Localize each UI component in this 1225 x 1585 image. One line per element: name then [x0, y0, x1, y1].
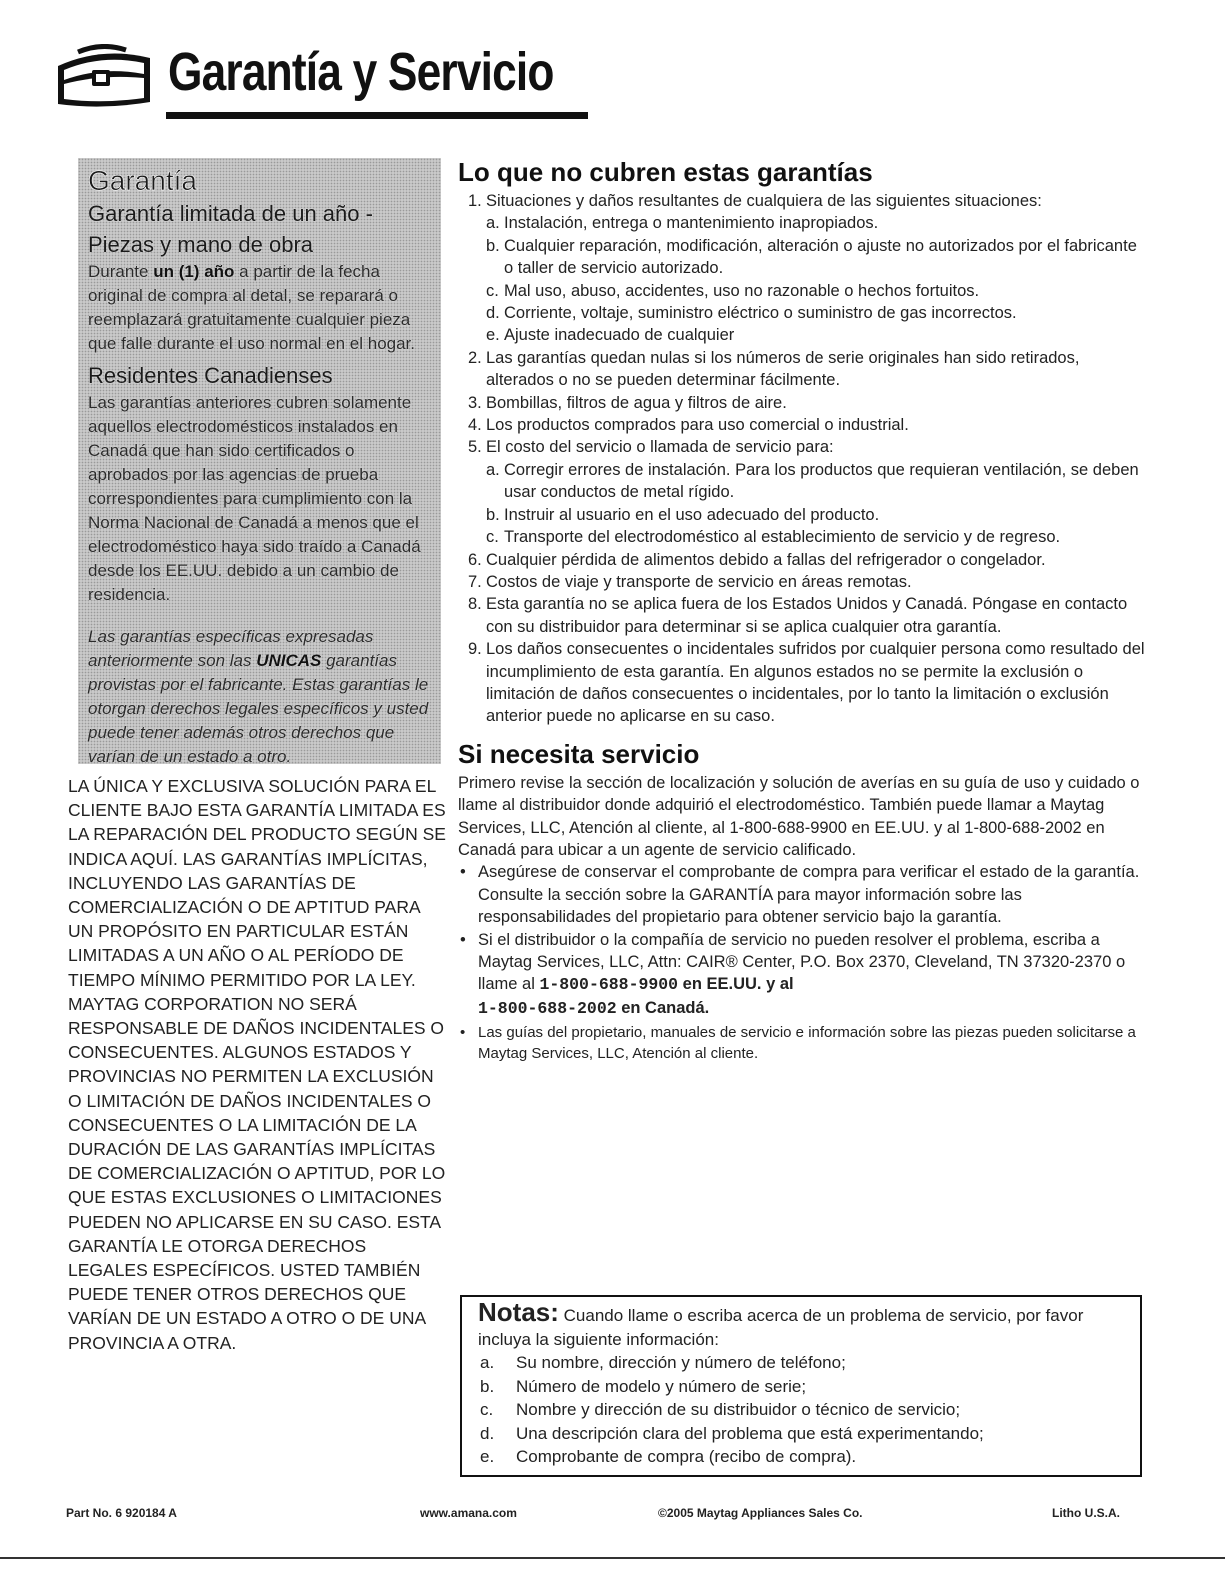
list-item: • Si el distribuidor o la compañía de servicio no pueden resolver el problema, escriba a Maytag Services, LLC, Attn: CAIR® Center, P.O. Box 2370, Cleveland, TN 37320-2370 o llame al 1-800-688-9900 en EE.UU. y al 1-800-688-2002 en Canadá.	[460, 930, 1126, 1018]
exclusive-remedy-paragraph: LA ÚNICA Y EXCLUSIVA SOLUCIÓN PARA EL CLIENTE BAJO ESTA GARANTÍA LIMITADA ES LA REPARACIÓN DEL PRODUCTO SEGÚN SE INDICA AQUÍ. LAS GARANTÍAS IMPLÍCITAS, INCLUYENDO LAS GARANTÍAS DE COMERCIALIZACIÓN O DE APTITUD PARA UN PROPÓSITO EN PARTICULAR ESTÁN LIMITADAS A UN AÑO O AL PERÍODO DE TIEMPO MÍNIMO PERMITIDO POR LA LEY. MAYTAG CORPORATION NO SERÁ RESPONSABLE DE DAÑOS INCIDENTALES O CONSECUENTES. ALGUNOS ESTADOS Y PROVINCIAS NO PERMITEN LA EXCLUSIÓN O LIMITACIÓN DE DAÑOS INCIDENTALES O CONSECUENTES O LA LIMITACIÓN DE LA DURACIÓN DE LAS GARANTÍAS IMPLÍCITAS DE COMERCIALIZACIÓN O APTITUD, POR LO QUE ESTAS EXCLUSIONES O LIMITACIONES PUEDEN NO APLICARSE EN SU CASO. ESTA GARANTÍA LE OTORGA DERECHOS LEGALES ESPECÍFICOS. USTED TAMBIÉN PUEDE TENER OTROS DERECHOS QUE VARÍAN DE UN ESTADO A OTRO O DE UNA PROVINCIA A OTRA.	[68, 776, 446, 1353]
notes-item: b. Número de modelo y número de serie;	[480, 1376, 807, 1396]
exclusion-item: 9. Los daños consecuentes o incidentales sufridos por cualquier persona como resultado del incumplimiento de esta garantía. En algunos estados no se permite la exclusión o limitación de daños consecuentes o incidentales, por lo tanto la limitación o exclusión anterior puede no aplicarse en su caso.	[468, 640, 1145, 726]
bottom-divider	[0, 1557, 1225, 1559]
right-column	[458, 156, 1148, 1064]
warranty-terms-paragraph: Durante un (1) año a partir de la fecha original de compra al detal, se reparará o reemplazará gratuitamente cualquier pieza que falle durante el uso normal en el hogar.	[88, 262, 416, 353]
exclusion-item: 7. Costos de viaje y transporte de servicio en áreas remotas.	[468, 572, 912, 591]
notes-item: e. Comprobante de compra (recibo de compra).	[480, 1447, 857, 1466]
notes-list	[478, 1351, 1126, 1469]
phone-canada: 1-800-688-2002	[478, 998, 617, 1018]
exclusions-list	[458, 190, 1148, 728]
exclusion-item: 6. Cualquier pérdida de alimentos debido a fallas del refrigerador o congelador.	[468, 550, 1046, 569]
exclusion-subitem: b. Instruir al usuario en el uso adecuado del producto.	[486, 505, 880, 524]
service-bullets	[458, 861, 1148, 1064]
warranty-heading: Garantía	[88, 165, 197, 196]
exclusion-subitem: a. Instalación, entrega o mantenimiento inapropiados.	[486, 214, 879, 233]
footer-copyright: ©2005 Maytag Appliances Sales Co.	[658, 1506, 863, 1520]
page-title: Garantía y Servicio	[168, 42, 554, 102]
exclusion-item: 8. Esta garantía no se aplica fuera de los Estados Unidos y Canadá. Póngase en contacto con su distribuidor para determinar si se aplica cualquier otra garantía.	[468, 595, 1128, 636]
footer-url: www.amana.com	[420, 1506, 517, 1520]
exclusions-heading: Lo que no cubren estas garantías	[458, 157, 873, 187]
exclusion-item: 3. Bombillas, filtros de agua y filtros de aire.	[468, 393, 787, 412]
notes-item: a. Su nombre, dirección y número de teléfono;	[480, 1353, 846, 1372]
parts-labor-subheading: Piezas y mano de obra	[88, 232, 314, 257]
exclusion-subitem: c. Transporte del electrodoméstico al establecimiento de servicio y de regreso.	[486, 528, 1061, 547]
exclusion-subitem: e. Ajuste inadecuado de cualquier	[486, 326, 735, 345]
notes-intro: Notas: Cuando llame o escriba acerca de un problema de servicio, por favor incluya la siguiente información:	[478, 1297, 1084, 1349]
notes-item: d. Una descripción clara del problema que está experimentando;	[480, 1423, 984, 1443]
exclusion-subitem: b. Cualquier reparación, modificación, alteración o ajuste no autorizados por el fabricante o taller de servicio autorizado.	[486, 236, 1137, 278]
footer-litho: Litho U.S.A.	[1052, 1506, 1120, 1520]
service-heading: Si necesita servicio	[458, 738, 700, 769]
list-item: • Asegúrese de conservar el comprobante de compra para verificar el estado de la garantía. Consulte la sección sobre la GARANTÍA para mayor información sobre las responsabilidades del propietario para obtener servicio bajo la garantía.	[460, 863, 1140, 927]
canadian-residents-subheading: Residentes Canadienses	[88, 363, 333, 388]
exclusion-item: 4. Los productos comprados para uso comercial o industrial.	[468, 416, 909, 435]
canadian-residents-paragraph: Las garantías anteriores cubren solamente aquellos electrodomésticos instalados en Canadá que han sido certificados o aprobados por las agencias de prueba correspondientes para cumplimiento con la Norma Nacional de Canadá a menos que el electrodoméstico haya sido traído a Canadá desde los EE.UU. debido a un cambio de residencia.	[88, 393, 421, 604]
exclusion-subitem: d. Corriente, voltaje, suministro eléctrico o suministro de gas incorrectos.	[486, 304, 1017, 323]
exclusion-item: 2. Las garantías quedan nulas si los números de serie originales han sido retirados, alterados o no se pueden determinar fácilmente.	[468, 348, 1080, 390]
phone-us: 1-800-688-9900	[539, 975, 679, 995]
exclusion-item: 1. Situaciones y daños resultantes de cualquiera de las siguientes situaciones: a. Instalación, entrega o mantenimiento inapropiados. b. Cualquier reparación, modificación, alteración o ajuste no autorizados por el fabricante o taller de servicio autorizado. c. Mal uso, abuso, accidentes, uso no razonable o hechos fortuitos. d. Corriente, voltaje, suministro eléctrico o suministro de gas incorrectos. e. Ajuste inadecuado de cualquier	[458, 190, 1148, 347]
limited-warranty-subheading: Garantía limitada de un año -	[88, 201, 373, 226]
title-underline	[166, 112, 588, 119]
service-intro: Primero revise la sección de localización y solución de averías en su guía de uso y cuidado o llame al distribuidor donde adquirió el electrodoméstico. También puede llamar a Maytag Services, LLC, Atención al cliente, al 1-800-688-9900 en EE.UU. y al 1-800-688-2002 en Canadá para ubicar a un agente de servicio calificado.	[458, 773, 1140, 859]
specific-warranties-paragraph: Las garantías específicas expresadas anteriormente son las UNICAS garantías provistas por el fabricante. Estas garantías le otorgan derechos legales específicos y usted puede tener además otros derechos que varían de un estado a otro.	[88, 627, 429, 766]
notes-label: Notas:	[478, 1297, 559, 1327]
warranty-box	[78, 158, 441, 764]
toolbox-icon	[52, 44, 156, 110]
exclusion-subitem: a. Corregir errores de instalación. Para los productos que requieran ventilación, se deben usar conductos de metal rígido.	[486, 460, 1139, 502]
list-item: • Las guías del propietario, manuales de servicio e información sobre las piezas pueden solicitarse a Maytag Services, LLC, Atención al cliente.	[460, 1024, 1136, 1063]
notes-item: c. Nombre y dirección de su distribuidor o técnico de servicio;	[480, 1400, 961, 1419]
footer-part-number: Part No. 6 920184 A	[66, 1506, 177, 1520]
exclusion-subitem: c. Mal uso, abuso, accidentes, uso no razonable o hechos fortuitos.	[486, 281, 980, 300]
notes-box	[460, 1295, 1142, 1477]
exclusion-item: 5. El costo del servicio o llamada de servicio para: a. Corregir errores de instalación. Para los productos que requieran ventilación, se deben usar conductos de metal rígido. b. Instruir al usuario en el uso adecuado del producto. c. Transporte del electrodoméstico al establecimiento de servicio y de regreso.	[458, 436, 1148, 548]
